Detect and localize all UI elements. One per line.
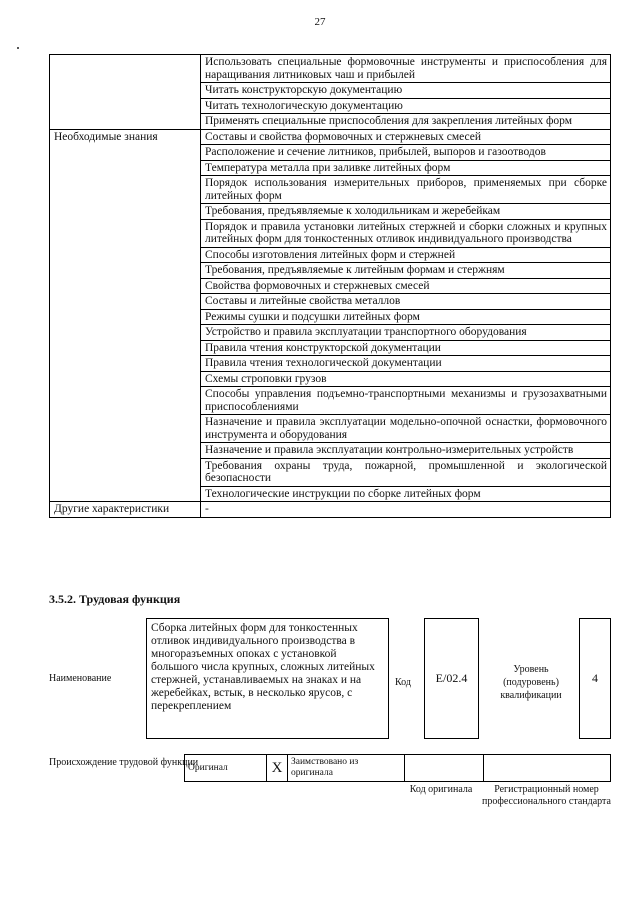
label-cell-empty [50,55,201,130]
borrowed-label: Заимствовано из оригинала [288,755,405,782]
skill-item: Применять специальные приспособления для закрепления литейных форм [201,114,611,130]
knowledge-item: Схемы строповки грузов [201,371,611,387]
table-row [185,755,611,782]
knowledge-item: Способы управления подъемно-транспортными механизмы и грузозахватными приспособлениями [201,387,611,415]
knowledge-item: Порядок использования измерительных приборов, применяемых при сборке литейных форм [201,176,611,204]
origin-table [184,754,611,782]
knowledge-item: Порядок и правила установки литейных стержней и сборки сложных и крупных литейных форм для тонкостенных отливок индивидуального производства [201,219,611,247]
original-code-cell [405,755,484,782]
knowledge-item: Составы и свойства формовочных и стержневых смесей [201,129,611,145]
skills-table [49,54,611,518]
knowledge-item: Требования охраны труда, пожарной, промышленной и экологической безопасности [201,458,611,486]
original-code-caption: Код оригинала [409,784,473,795]
skill-item: Читать конструкторскую документацию [201,83,611,99]
code-label: Код [395,677,411,688]
page-number: 27 [314,16,326,28]
level-label: Уровень (подуровень) квалификации [500,664,562,701]
knowledge-item: Назначение и правила эксплуатации модельно-опочной оснастки, формовочного инструмента и оборудования [201,415,611,443]
knowledge-label: Необходимые знания [50,129,201,502]
section-title: 3.5.2. Трудовая функция [49,592,181,606]
knowledge-item: Назначение и правила эксплуатации контрольно-измерительных устройств [201,443,611,459]
knowledge-item: Устройство и правила эксплуатации транспортного оборудования [201,325,611,341]
other-characteristics-value: - [201,502,611,518]
function-name-box: Сборка литейных форм для тонкостенных отливок индивидуального производства в многоразъемных опоках с установкой большого числа крупных, сложных литейных стержней, устанавливаемых на знаках и на жеребейках, встык, в несколько ярусов, с перекреплением [146,618,389,739]
table-row [50,129,611,145]
original-label: Оригинал [185,755,267,782]
knowledge-item: Правила чтения технологической документации [201,356,611,372]
knowledge-item: Правила чтения конструкторской документации [201,340,611,356]
table-row [50,502,611,518]
table-row [50,55,611,83]
registration-number-cell [484,755,611,782]
origin-label: Происхождение трудовой функции [49,757,199,768]
knowledge-item: Расположение и сечение литников, прибылей, выпоров и газоотводов [201,145,611,161]
level-box: 4 [579,618,611,739]
knowledge-item: Свойства формовочных и стержневых смесей [201,278,611,294]
skill-item: Использовать специальные формовочные инструменты и приспособления для наращивания литниковых чаш и прибылей [201,55,611,83]
scan-dot [17,47,19,49]
knowledge-item: Режимы сушки и подсушки литейных форм [201,309,611,325]
knowledge-item: Температура металла при заливке литейных форм [201,160,611,176]
naming-label: Наименование [49,673,112,684]
skill-item: Читать технологическую документацию [201,98,611,114]
knowledge-item: Требования, предъявляемые к литейным формам и стержням [201,263,611,279]
other-characteristics-label: Другие характеристики [50,502,201,518]
code-box: E/02.4 [424,618,479,739]
original-mark: X [267,755,288,782]
knowledge-item: Технологические инструкции по сборке литейных форм [201,486,611,502]
registration-number-caption: Регистрационный номер профессионального стандарта [482,784,611,807]
knowledge-item: Способы изготовления литейных форм и стержней [201,247,611,263]
knowledge-item: Составы и литейные свойства металлов [201,294,611,310]
knowledge-item: Требования, предъявляемые к холодильникам и жеребейкам [201,204,611,220]
